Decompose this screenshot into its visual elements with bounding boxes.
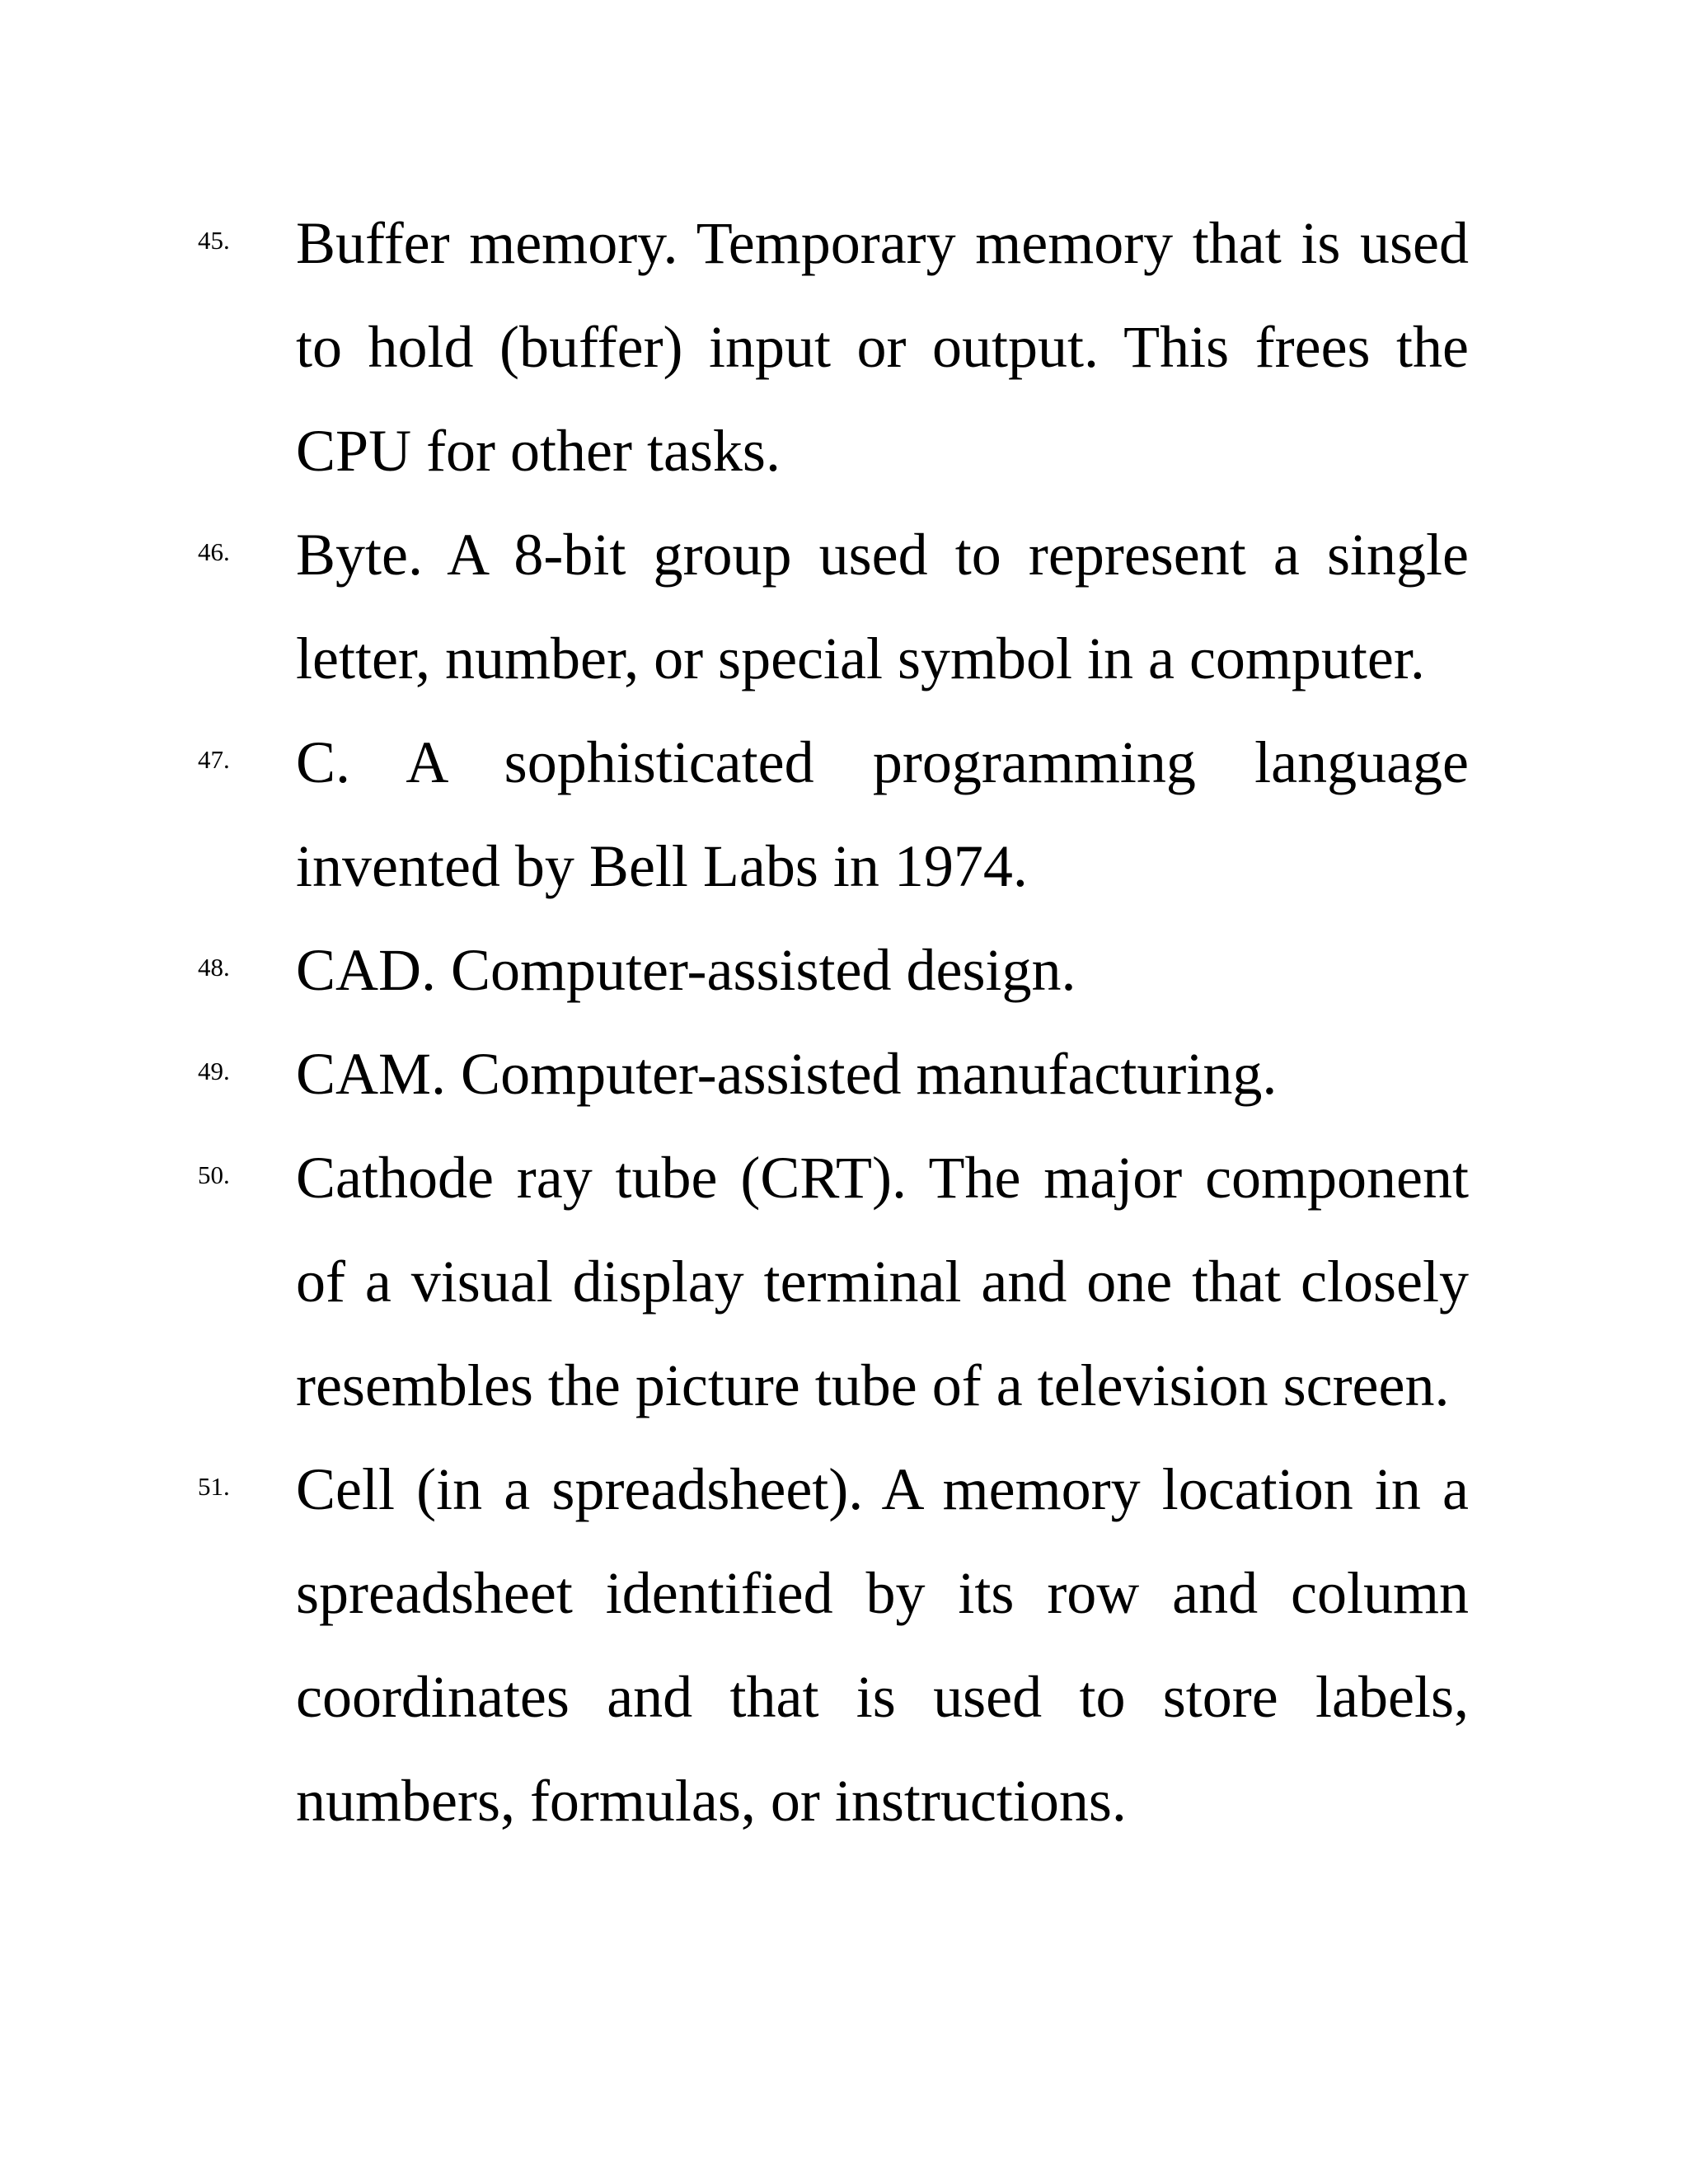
- glossary-list: [0, 191, 1688, 1853]
- glossary-entry: [0, 1437, 1688, 1853]
- entry-number: 51.: [198, 1472, 230, 1501]
- entry-text: C. A sophisticated programming language invented by Bell Labs in 1974.: [296, 729, 1469, 899]
- entry-number: 48.: [198, 953, 230, 982]
- entry-text: Cell (in a spreadsheet). A memory location in a spreadsheet identified by its row and column coordinates and that is used to store labels, numbers, formulas, or instructions.: [296, 1456, 1469, 1834]
- glossary-entry: [0, 1022, 1688, 1126]
- entry-text: Cathode ray tube (CRT). The major component of a visual display terminal and one that closely resembles the picture tube of a television screen.: [296, 1145, 1469, 1418]
- glossary-entry: [0, 503, 1688, 710]
- entry-number: 47.: [198, 745, 230, 774]
- entry-text: CAD. Computer-assisted design.: [296, 937, 1076, 1003]
- glossary-entry: [0, 710, 1688, 918]
- entry-number: 45.: [198, 226, 230, 255]
- glossary-entry: [0, 918, 1688, 1022]
- glossary-entry: [0, 191, 1688, 503]
- entry-text: Buffer memory. Temporary memory that is used to hold (buffer) input or output. This frees the CPU for other tasks.: [296, 210, 1469, 484]
- entry-number: 49.: [198, 1057, 230, 1085]
- entry-number: 50.: [198, 1160, 230, 1189]
- entry-text: Byte. A 8-bit group used to represent a single letter, number, or special symbol in a computer.: [296, 522, 1469, 691]
- entry-number: 46.: [198, 537, 230, 566]
- entry-text: CAM. Computer-assisted manufacturing.: [296, 1041, 1278, 1107]
- glossary-entry: [0, 1126, 1688, 1437]
